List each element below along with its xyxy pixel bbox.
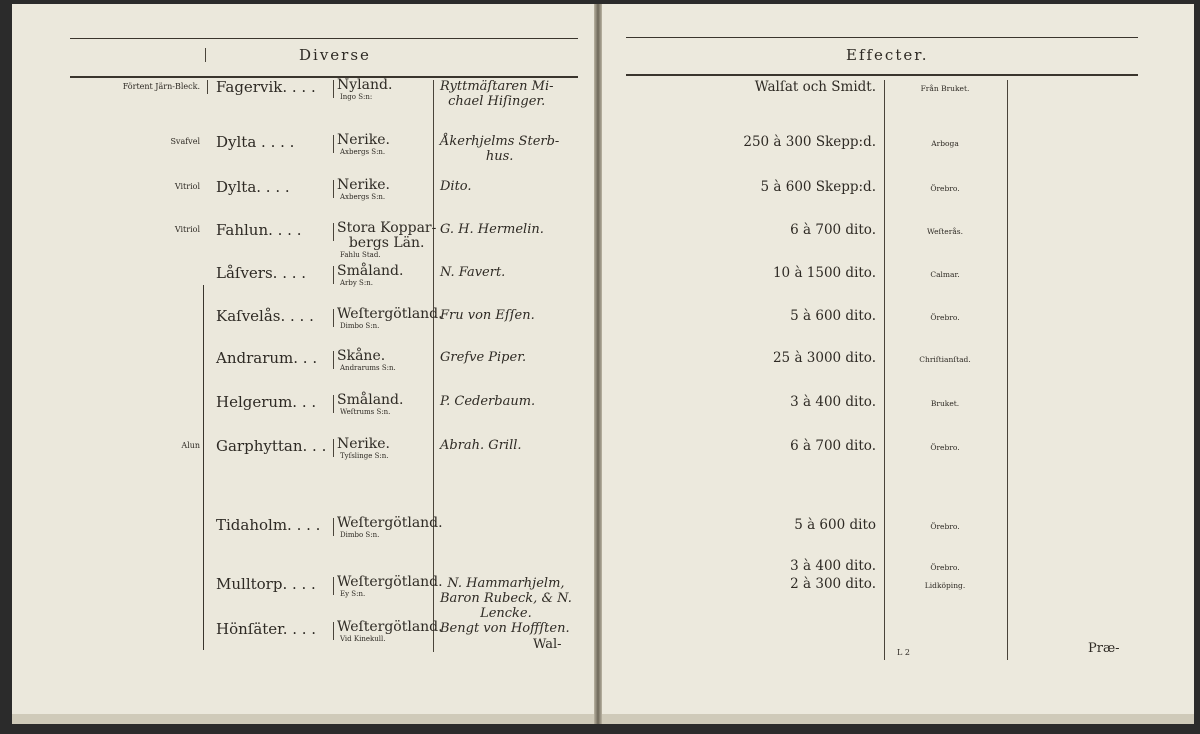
row-origin: Örebro. — [930, 313, 960, 322]
row-province: Stora Koppar- bergs Län. — [337, 220, 437, 251]
page-edge — [12, 714, 594, 724]
signature-mark: L 2 — [897, 648, 910, 657]
row-quantity: 6 à 700 dito. — [790, 222, 876, 238]
heading-tick — [205, 48, 206, 62]
top-rule-left — [70, 38, 578, 39]
row-quantity: 3 à 400 dito. — [790, 394, 876, 410]
row-category: Vitriol — [174, 182, 200, 191]
row-parish: Axbergs S:n. — [340, 193, 386, 201]
row-divider — [333, 80, 334, 98]
origin-column-divider-left — [884, 80, 885, 660]
owner-column-divider — [433, 80, 434, 652]
row-parish: Tyſslinge S:n. — [340, 452, 389, 460]
row-origin: Örebro. — [930, 184, 960, 193]
row-place: Garphyttan. . . — [216, 437, 327, 455]
row-origin: Örebro. — [930, 522, 960, 531]
catchword-right: Præ- — [1088, 641, 1120, 656]
row-owner: Grefve Piper. — [440, 350, 527, 365]
row-owner: Ryttmäſtaren Mi- chael Hiſinger. — [440, 79, 554, 109]
row-province: Nerike. — [337, 132, 390, 148]
origin-column-divider-right — [1007, 80, 1008, 660]
row-origin: Weſterås. — [926, 227, 964, 236]
row-owner: Dito. — [440, 179, 472, 194]
row-place: Låſvers. . . . — [216, 264, 307, 282]
row-divider — [333, 351, 334, 369]
row-quantity: 3 à 400 dito. — [790, 558, 876, 574]
row-quantity: 10 à 1500 dito. — [772, 265, 876, 281]
row-place: Helgerum. . . — [216, 393, 317, 411]
alun-bracket — [203, 285, 204, 650]
header-rule-left — [70, 76, 578, 78]
row-category: Svafvel — [170, 137, 200, 146]
row-place: Kaſvelås. . . . — [216, 307, 314, 325]
row-parish: Ingo S:n: — [340, 93, 373, 101]
row-province: Småland. — [337, 392, 404, 408]
row-owner: Åkerhjelms Sterb- hus. — [440, 134, 560, 164]
row-quantity: Walſat och Smidt. — [754, 79, 876, 95]
row-quantity: 2 à 300 dito. — [790, 576, 876, 592]
row-quantity: 25 à 3000 dito. — [772, 350, 876, 366]
row-place: Mulltorp. . . . — [216, 575, 316, 593]
row-origin: Calmar. — [930, 270, 960, 279]
row-quantity: 5 à 600 Skepp:d. — [760, 179, 876, 195]
row-origin: Lidköping. — [924, 581, 966, 590]
row-divider — [333, 395, 334, 413]
row-owner: Bengt von Hoffſten. — [440, 621, 570, 636]
row-divider — [333, 223, 334, 241]
row-origin: Örebro. — [930, 563, 960, 572]
row-quantity: 5 à 600 dito — [794, 517, 876, 533]
row-province: Weſtergötland. — [337, 306, 443, 322]
catchword-left: Wal- — [533, 637, 562, 652]
row-province: Nerike. — [337, 436, 390, 452]
right-heading: Effecter. — [846, 46, 929, 64]
row-origin: Från Bruket. — [920, 84, 970, 93]
row-parish: Axbergs S:n. — [340, 148, 386, 156]
row-category: Vitriol — [174, 225, 200, 234]
row-province: Weſtergötland. — [337, 619, 443, 635]
book-gutter — [594, 4, 602, 724]
row-owner: P. Cederbaum. — [440, 394, 536, 409]
row-place: Fahlun. . . . — [216, 221, 302, 239]
row-province: Skåne. — [337, 348, 386, 364]
row-origin: Arboga — [931, 139, 959, 148]
row-owner: Fru von Eſſen. — [440, 308, 535, 323]
row-divider — [333, 439, 334, 457]
row-place: Fagervik. . . . — [216, 78, 316, 96]
top-rule-right — [626, 37, 1138, 38]
column-divider — [207, 80, 208, 94]
row-origin: Bruket. — [930, 399, 960, 408]
row-divider — [333, 577, 334, 595]
row-parish: Fahlu Stad. — [340, 251, 381, 259]
row-place: Dylta. . . . — [216, 178, 290, 196]
header-rule-right — [626, 74, 1138, 76]
row-owner: N. Favert. — [440, 265, 506, 280]
row-parish: Ey S:n. — [340, 590, 366, 598]
left-heading: Diverse — [299, 46, 371, 64]
row-place: Andrarum. . . — [216, 349, 318, 367]
row-owner: Abrah. Grill. — [440, 438, 522, 453]
row-parish: Andrarums S:n. — [340, 364, 396, 372]
row-divider — [333, 518, 334, 536]
row-parish: Weſtrums S:n. — [340, 408, 391, 416]
page-edge — [602, 714, 1194, 724]
row-origin: Chriſtianſtad. — [919, 355, 971, 364]
row-parish: Arby S:n. — [340, 279, 373, 287]
row-divider — [333, 135, 334, 153]
row-divider — [333, 180, 334, 198]
row-owner: N. Hammarhjelm, Baron Rubeck, & N. Lencke. — [440, 576, 572, 621]
row-province: Nerike. — [337, 177, 390, 193]
row-quantity: 250 à 300 Skepp:d. — [743, 134, 876, 150]
row-origin: Örebro. — [930, 443, 960, 452]
row-place: Tidaholm. . . . — [216, 516, 321, 534]
row-province: Weſtergötland. — [337, 515, 443, 531]
row-category: Förtent Järn-Bleck. — [122, 82, 200, 91]
row-divider — [333, 309, 334, 327]
row-province: Weſtergötland. — [337, 574, 443, 590]
row-quantity: 5 à 600 dito. — [790, 308, 876, 324]
row-place: Dylta . . . . — [216, 133, 295, 151]
row-province: Småland. — [337, 263, 404, 279]
row-divider — [333, 266, 334, 284]
row-owner: G. H. Hermelin. — [440, 222, 544, 237]
row-divider — [333, 622, 334, 640]
row-category: Alun — [181, 441, 200, 450]
row-quantity: 6 à 700 dito. — [790, 438, 876, 454]
row-place: Hönſäter. . . . — [216, 620, 317, 638]
row-parish: Dimbo S:n. — [340, 531, 380, 539]
row-province: Nyland. — [337, 77, 393, 93]
row-parish: Dimbo S:n. — [340, 322, 380, 330]
row-parish: Vid Kinekull. — [340, 635, 386, 643]
